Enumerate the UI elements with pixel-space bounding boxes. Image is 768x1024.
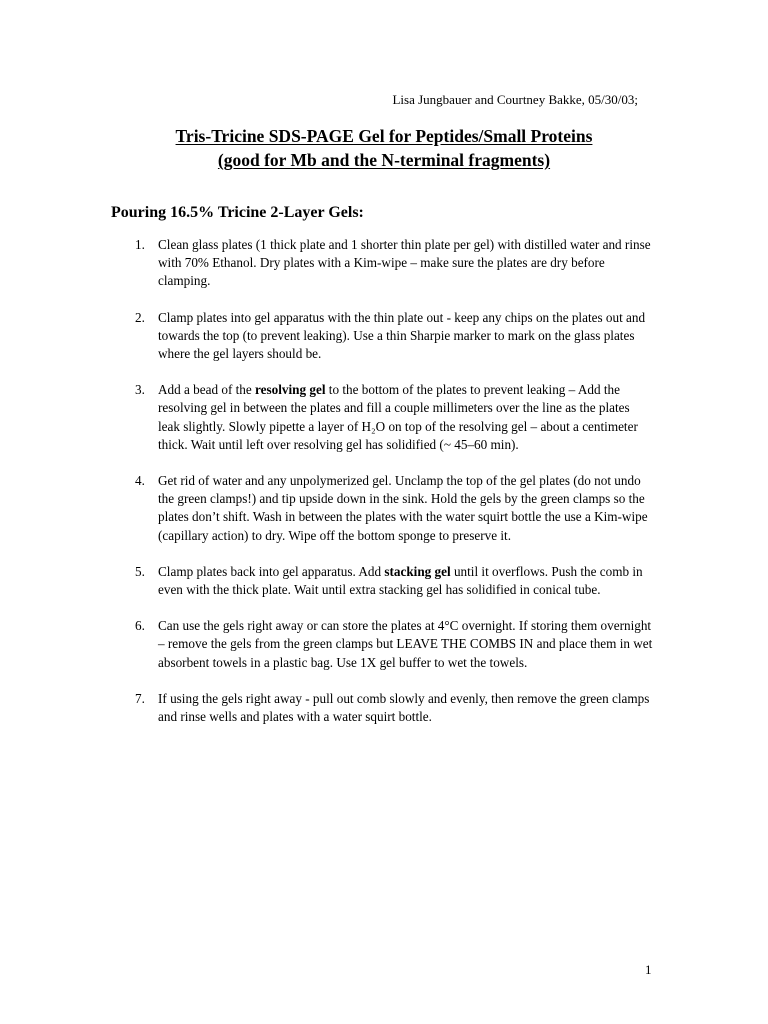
step-number: 1. <box>135 237 145 252</box>
step-number: 6. <box>135 618 145 634</box>
step-3 <box>0 381 653 454</box>
step-text: Can use the gels right away or can store the plates at 4°C overnight. If storing them overnight – remove the gels from the green clamps but LEAVE THE COMBS IN and place them in wet absorbent towels in a plastic bag. Use 1X gel buffer to wet the towels. <box>158 618 653 670</box>
step-text: If using the gels right away - pull out comb slowly and evenly, then remove the green clamps and rinse wells and plates with a water squirt bottle. <box>158 690 650 725</box>
document-title <box>0 124 768 172</box>
step-5 <box>0 563 653 599</box>
step-text: Get rid of water and any unpolymerized gel. Unclamp the top of the gel plates (do not undo the green clamps!) and tip upside down in the sink. Hold the gels by the green clamps so the plates don’t shift. Wash in between the plates with the water squirt bottle the use a Kim-wipe (capillary action) to dry. Wipe off the bottom sponge to preserve it. <box>158 473 648 543</box>
step-6 <box>0 617 653 672</box>
step-7 <box>0 690 653 726</box>
title-line-1: Tris-Tricine SDS-PAGE Gel for Peptides/Small Proteins <box>175 126 593 146</box>
step-number: 5. <box>135 563 145 579</box>
step-1 <box>0 236 653 291</box>
step-2 <box>0 309 653 364</box>
step-text: Add a bead of the resolving gel to the bottom of the plates to prevent leaking – Add the resolving gel in between the plates and fill a couple millimeters over the line as the plates leak slightly. Slowly pipette a layer of H₂O on top of the resolving gel – about a centimeter thick. Wait until left over resolving gel has solidified (~ 45–60 min). <box>158 382 638 452</box>
resolving-gel-term: resolving gel <box>255 382 326 398</box>
step-4 <box>0 472 653 545</box>
step-number: 7. <box>135 690 145 706</box>
step-number: 2. <box>135 309 145 325</box>
procedure-steps <box>0 236 768 744</box>
step-text: Clean glass plates (1 thick plate and 1 shorter thin plate per gel) with distilled water and rinse with 70% Ethanol. Dry plates with a Kim-wipe – make sure the plates are dry before clamping. <box>158 237 651 289</box>
step-number: 3. <box>135 382 145 398</box>
step-number: 4. <box>135 473 145 489</box>
page-number: 1 <box>645 962 652 977</box>
title-line-2: (good for Mb and the N-terminal fragments) <box>217 150 551 170</box>
step-text: Clamp plates back into gel apparatus. Add stacking gel until it overflows. Push the comb in even with the thick plate. Wait until extra stacking gel has solidified in conical tube. <box>158 563 643 598</box>
stacking-gel-term: stacking gel <box>384 563 451 579</box>
author-line: Lisa Jungbauer and Courtney Bakke, 05/30/03; <box>392 92 638 107</box>
step-text: Clamp plates into gel apparatus with the thin plate out - keep any chips on the plates out and towards the top (to prevent leaking). Use a thin Sharpie marker to mark on the glass plates where the gel layers should be. <box>158 309 646 362</box>
section-heading: Pouring 16.5% Tricine 2-Layer Gels: <box>111 204 364 221</box>
